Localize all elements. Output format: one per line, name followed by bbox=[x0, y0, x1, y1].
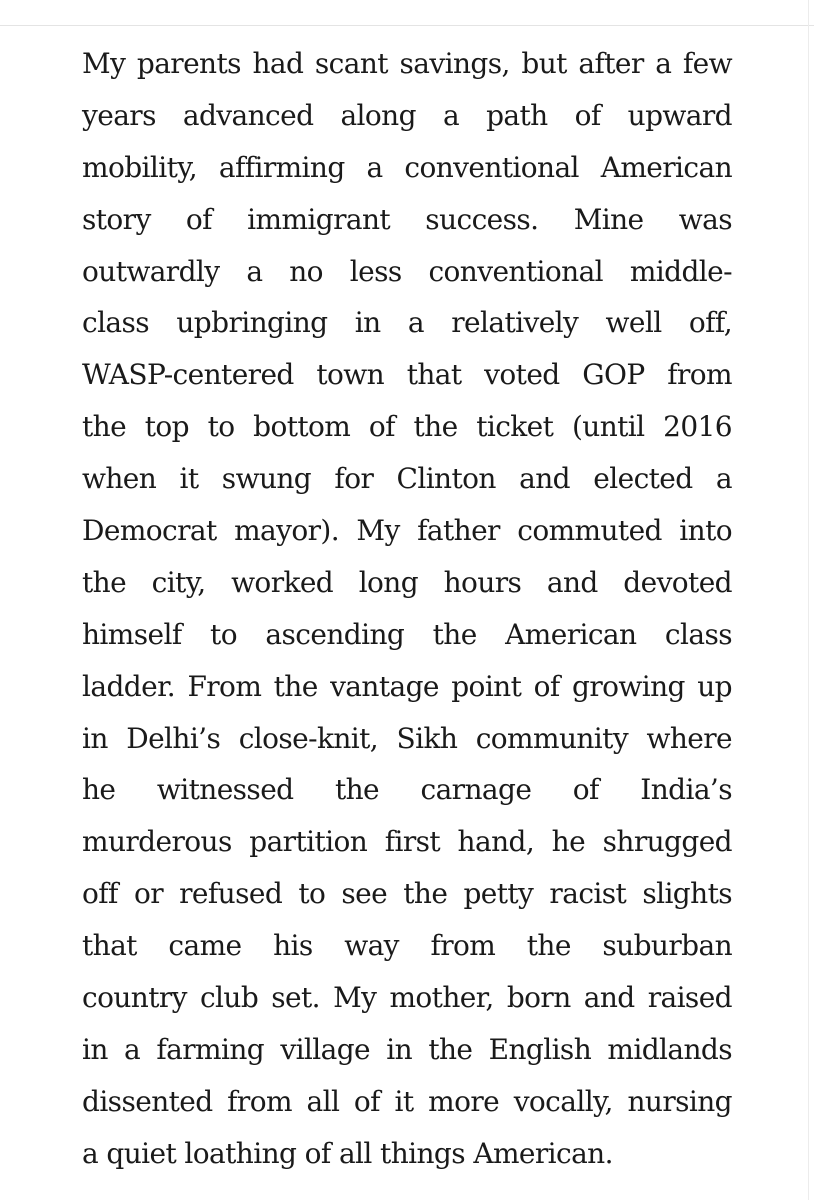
paragraph-line: that came his way from the suburban bbox=[82, 929, 732, 963]
paragraph-line: off or refused to see the petty racist slights bbox=[82, 877, 732, 911]
article-paragraph bbox=[82, 38, 732, 1180]
paragraph-line: in a farming village in the English midlands bbox=[82, 1032, 732, 1066]
paragraph-line: country club set. My mother, born and raised bbox=[82, 981, 732, 1015]
paragraph-line: himself to ascending the American class bbox=[82, 617, 732, 651]
paragraph-line: a quiet loathing of all things American. bbox=[82, 1136, 613, 1170]
paragraph-line: when it swung for Clinton and elected a bbox=[82, 462, 732, 496]
paragraph-line: the city, worked long hours and devoted bbox=[82, 565, 732, 599]
paragraph-line: murderous partition first hand, he shrugged bbox=[82, 825, 732, 859]
paragraph-line: Democrat mayor). My father commuted into bbox=[82, 514, 732, 548]
paragraph-line: class upbringing in a relatively well off, bbox=[82, 306, 732, 340]
paragraph-line: My parents had scant savings, but after a few bbox=[82, 47, 732, 80]
top-divider bbox=[0, 0, 814, 26]
paragraph-line: dissented from all of it more vocally, nursing bbox=[82, 1084, 732, 1118]
paragraph-line: in Delhi’s close-knit, Sikh community where bbox=[82, 721, 732, 755]
right-scroll-edge bbox=[808, 0, 814, 1200]
paragraph-line: years advanced along a path of upward bbox=[82, 98, 732, 132]
paragraph-line: he witnessed the carnage of India’s bbox=[82, 773, 732, 807]
paragraph-line: the top to bottom of the ticket (until 2016 bbox=[82, 410, 732, 444]
paragraph-line: ladder. From the vantage point of growing up bbox=[82, 669, 732, 703]
paragraph-line: WASP-centered town that voted GOP from bbox=[82, 358, 732, 392]
paragraph-line: mobility, affirming a conventional American bbox=[82, 150, 732, 184]
paragraph-line: outwardly a no less conventional middle- bbox=[82, 254, 732, 288]
paragraph-line: story of immigrant success. Mine was bbox=[82, 202, 732, 236]
